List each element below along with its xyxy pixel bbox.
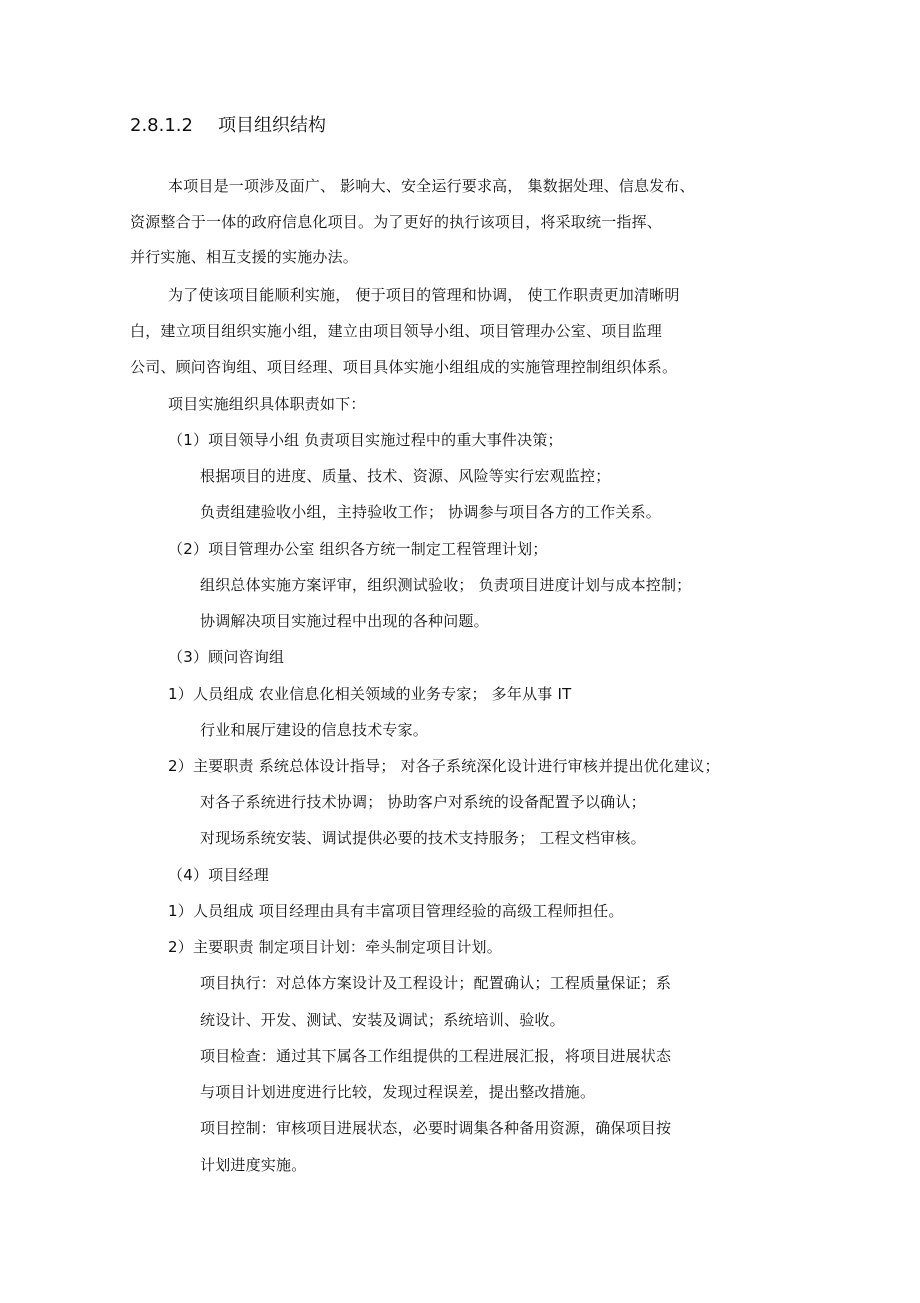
item-line: 计划进度实施。 xyxy=(200,1156,307,1174)
item-line: 2）主要职责 制定项目计划：牵头制定项目计划。 xyxy=(168,938,502,956)
item-line: 协调解决项目实施过程中出现的各种问题。 xyxy=(200,612,489,630)
item-line: 项目检查：通过其下属各工作组提供的工程进展汇报，将项目进展状态 xyxy=(200,1047,672,1065)
item-line: （2）项目管理办公室 组织各方统一制定工程管理计划； xyxy=(168,540,548,558)
section-title: 项目组织结构 xyxy=(218,115,326,136)
section-heading xyxy=(130,114,326,138)
item-line: 项目控制：审核项目进展状态，必要时调集各种备用资源，确保项目按 xyxy=(200,1119,672,1137)
item-line: 负责组建验收小组，主持验收工作； 协调参与项目各方的工作关系。 xyxy=(200,503,661,521)
item-line: （1）项目领导小组 负责项目实施过程中的重大事件决策； xyxy=(168,431,563,449)
item-line: （4）项目经理 xyxy=(168,866,269,884)
paragraph-line: 项目实施组织具体职责如下： xyxy=(168,395,366,413)
item-line: 2）主要职责 系统总体设计指导； 对各子系统深化设计进行审核并提出优化建议； xyxy=(168,757,720,775)
paragraph-line: 并行实施、相互支援的实施办法。 xyxy=(130,248,359,266)
item-line: 与项目计划进度进行比较，发现过程误差，提出整改措施。 xyxy=(200,1083,596,1101)
paragraph-line: 白，建立项目组织实施小组，建立由项目领导小组、项目管理办公室、项目监理 xyxy=(130,322,663,340)
item-line: 项目执行：对总体方案设计及工程设计；配置确认；工程质量保证；系 xyxy=(200,974,672,992)
item-line: 组织总体实施方案评审，组织测试验收； 负责项目进度计划与成本控制； xyxy=(200,576,692,594)
paragraph-line: 公司、顾问咨询组、项目经理、项目具体实施小组组成的实施管理控制组织体系。 xyxy=(130,358,678,376)
item-line: 对现场系统安装、调试提供必要的技术支持服务； 工程文档审核。 xyxy=(200,829,646,847)
item-line: （3）顾问咨询组 xyxy=(168,648,285,666)
paragraph-line: 为了使该项目能顺利实施， 便于项目的管理和协调， 使工作职责更加清晰明 xyxy=(168,286,680,304)
item-line: 1）人员组成 项目经理由具有丰富项目管理经验的高级工程师担任。 xyxy=(168,902,624,920)
item-line: 根据项目的进度、质量、技术、资源、风险等实行宏观监控； xyxy=(200,467,611,485)
paragraph-line: 本项目是一项涉及面广、 影响大、安全运行要求高， 集数据处理、信息发布、 xyxy=(168,177,695,195)
item-line: 1）人员组成 农业信息化相关领域的业务专家； 多年从事 IT xyxy=(168,685,572,703)
paragraph-line: 资源整合于一体的政府信息化项目。为了更好的执行该项目，将采取统一指挥、 xyxy=(130,213,663,231)
item-line: 行业和展厅建设的信息技术专家。 xyxy=(200,721,429,739)
item-line: 对各子系统进行技术协调； 协助客户对系统的设备配置予以确认； xyxy=(200,793,646,811)
section-number: 2.8.1.2 xyxy=(130,115,193,136)
item-line: 统设计、开发、测试、安装及调试；系统培训、验收。 xyxy=(200,1011,565,1029)
